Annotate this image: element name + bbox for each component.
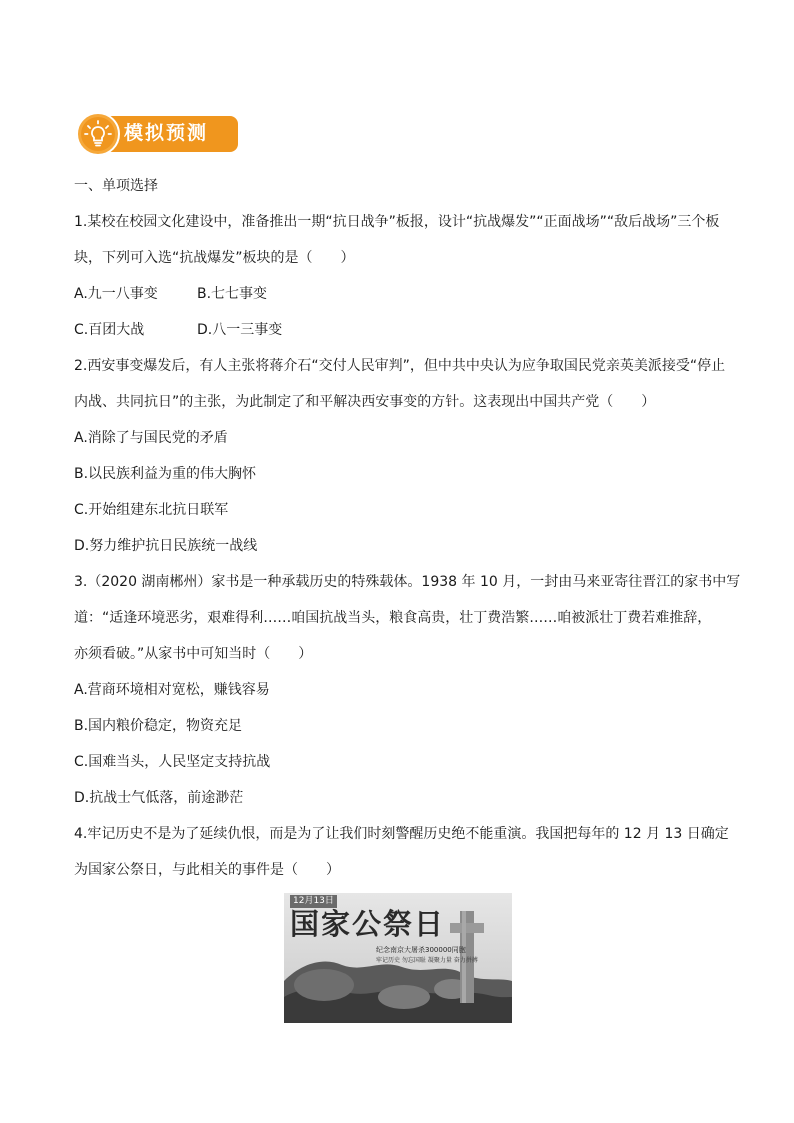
question-4-line-1: 4.牢记历史不是为了延续仇恨，而是为了让我们时刻警醒历史绝不能重演。我国把每年的 12 月 13 日确定	[74, 826, 729, 842]
question-3-line-2: 道：“适逢环境恶劣，艰难得利……咱国抗战当头，粮食高贵，壮丁费浩繁……咱被派壮丁费若难推辞，	[74, 610, 712, 626]
poster-title: 国家公祭日	[290, 907, 446, 941]
option-3c: C.国难当头，人民坚定支持抗战	[74, 754, 271, 770]
option-2d: D.努力维护抗日民族统一战线	[74, 538, 258, 554]
option-1d: D.八一三事变	[197, 322, 283, 338]
section-badge	[74, 110, 240, 156]
section-title: 一、单项选择	[74, 178, 158, 194]
question-4-line-2: 为国家公祭日，与此相关的事件是（ ）	[74, 862, 340, 878]
lightbulb-icon	[82, 118, 114, 150]
option-1a: A.九一八事变	[74, 286, 158, 302]
poster-caption-main: 纪念南京大屠杀300000同胞	[376, 946, 466, 954]
option-3a: A.营商环境相对宽松，赚钱容易	[74, 682, 270, 698]
question-1-line-2: 块，下列可入选“抗战爆发”板块的是（ ）	[74, 250, 355, 266]
option-3d: D.抗战士气低落，前途渺茫	[74, 790, 244, 806]
option-3b: B.国内粮价稳定，物资充足	[74, 718, 243, 734]
option-2b: B.以民族利益为重的伟大胸怀	[74, 466, 257, 482]
option-1c: C.百团大战	[74, 322, 145, 338]
memorial-day-poster	[284, 893, 512, 1023]
option-2a: A.消除了与国民党的矛盾	[74, 430, 228, 446]
question-2-line-1: 2.西安事变爆发后，有人主张将蒋介石“交付人民审判”，但中共中央认为应争取国民党亲英美派接受“停止	[74, 358, 726, 374]
option-2c: C.开始组建东北抗日联军	[74, 502, 229, 518]
question-3-line-1: 3.（2020 湖南郴州）家书是一种承载历史的特殊载体。1938 年 10 月，一封由马来亚寄往晋江的家书中写	[74, 574, 741, 590]
poster-date: 12月13日	[290, 895, 337, 908]
badge-title: 模拟预测	[124, 122, 209, 144]
question-2-line-2: 内战、共同抗日”的主张，为此制定了和平解决西安事变的方针。这表现出中国共产党（ ）	[74, 394, 656, 410]
poster-caption-sub: 牢记历史 勿忘国耻 凝聚力量 奋力拼搏	[376, 957, 478, 964]
question-3-line-3: 亦须看破。”从家书中可知当时（ ）	[74, 646, 313, 662]
question-1-line-1: 1.某校在校园文化建设中，准备推出一期“抗日战争”板报，设计“抗战爆发”“正面战场”“敌后战场”三个板	[74, 214, 720, 230]
option-1b: B.七七事变	[197, 286, 268, 302]
